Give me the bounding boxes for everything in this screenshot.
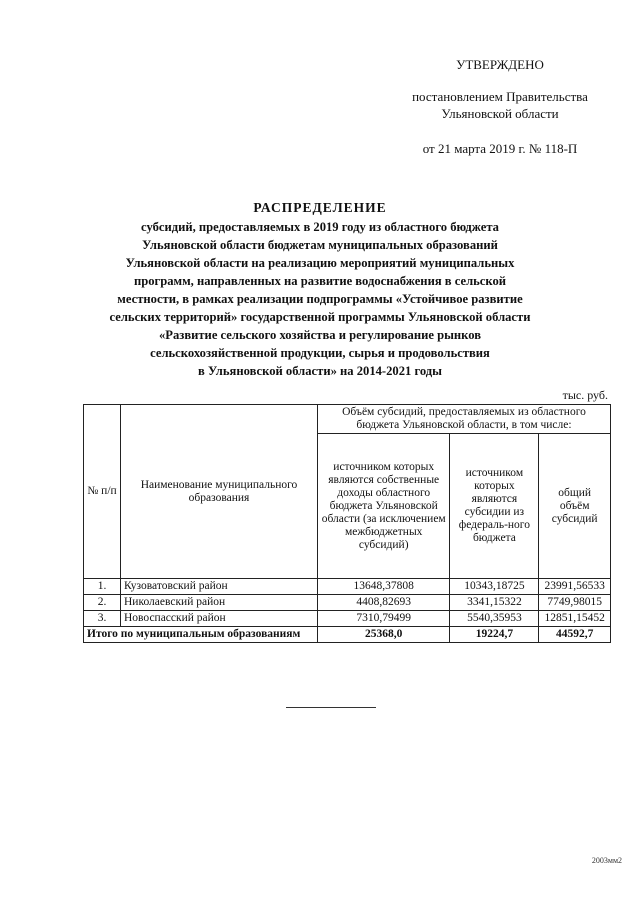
row-value-b: 10343,18725 xyxy=(450,579,539,595)
table-row xyxy=(84,579,611,595)
subtitle-line: сельскохозяйственной продукции, сырья и продовольствия xyxy=(150,346,490,360)
footer-code: 2003мм2 xyxy=(591,856,622,865)
total-value-b: 19224,7 xyxy=(450,627,539,643)
closing-divider xyxy=(286,707,376,708)
row-value-a: 13648,37808 xyxy=(318,579,450,595)
row-value-c: 12851,15452 xyxy=(539,611,611,627)
row-value-b: 3341,15322 xyxy=(450,595,539,611)
approval-date: от 21 марта 2019 г. № 118-П xyxy=(422,141,578,156)
subtitle-line: сельских территорий» государственной программы Ульяновской области xyxy=(109,310,531,324)
total-value-a: 25368,0 xyxy=(318,627,450,643)
subtitle-line: Ульяновской области бюджетам муниципальных образований xyxy=(142,238,498,252)
row-num: 3. xyxy=(84,611,121,627)
header-col-b: источником которых являются субсидии из федераль-ного бюджета xyxy=(450,434,539,579)
row-name: Кузоватовский район xyxy=(121,579,318,595)
row-name: Новоспасский район xyxy=(121,611,318,627)
row-value-c: 23991,56533 xyxy=(539,579,611,595)
row-value-a: 7310,79499 xyxy=(318,611,450,627)
table-row xyxy=(84,595,611,611)
approval-block xyxy=(380,56,620,157)
header-num: № п/п xyxy=(84,405,121,579)
row-value-c: 7749,98015 xyxy=(539,595,611,611)
approval-heading: УТВЕРЖДЕНО xyxy=(456,57,544,72)
subtitle-line: местности, в рамках реализации подпрограммы «Устойчивое развитие xyxy=(117,292,523,306)
header-group: Объём субсидий, предоставляемых из областного бюджета Ульяновской области, в том числе: xyxy=(318,405,611,434)
row-num: 2. xyxy=(84,595,121,611)
row-name: Николаевский район xyxy=(121,595,318,611)
subtitle-line: «Развитие сельского хозяйства и регулирование рынков xyxy=(158,328,482,342)
table-row xyxy=(84,611,611,627)
row-num: 1. xyxy=(84,579,121,595)
subsidy-table xyxy=(83,404,611,643)
approval-line-2: Ульяновской области xyxy=(441,106,559,121)
approval-line-1: постановлением Правительства xyxy=(412,89,588,104)
units-label: тыс. руб. xyxy=(562,388,608,402)
header-name: Наименование муниципального образования xyxy=(121,405,318,579)
total-label: Итого по муниципальным образованиям xyxy=(84,627,318,643)
document-title: РАСПРЕДЕЛЕНИЕ xyxy=(253,200,387,215)
table-total-row xyxy=(84,627,611,643)
total-value-c: 44592,7 xyxy=(539,627,611,643)
table-header-row xyxy=(84,405,611,434)
subtitle-line: программ, направленных на развитие водоснабжения в сельской xyxy=(133,274,507,288)
subtitle-line: в Ульяновской области» на 2014-2021 годы xyxy=(198,364,442,378)
document-subtitle xyxy=(80,218,560,380)
row-value-b: 5540,35953 xyxy=(450,611,539,627)
header-col-c: общий объём субсидий xyxy=(539,434,611,579)
subtitle-line: Ульяновской области на реализацию мероприятий муниципальных xyxy=(125,256,515,270)
subtitle-line: субсидий, предоставляемых в 2019 году из областного бюджета xyxy=(141,220,499,234)
row-value-a: 4408,82693 xyxy=(318,595,450,611)
header-col-a: источником которых являются собственные доходы областного бюджета Ульяновской области (за исключением межбюджетных субсидий) xyxy=(318,434,450,579)
